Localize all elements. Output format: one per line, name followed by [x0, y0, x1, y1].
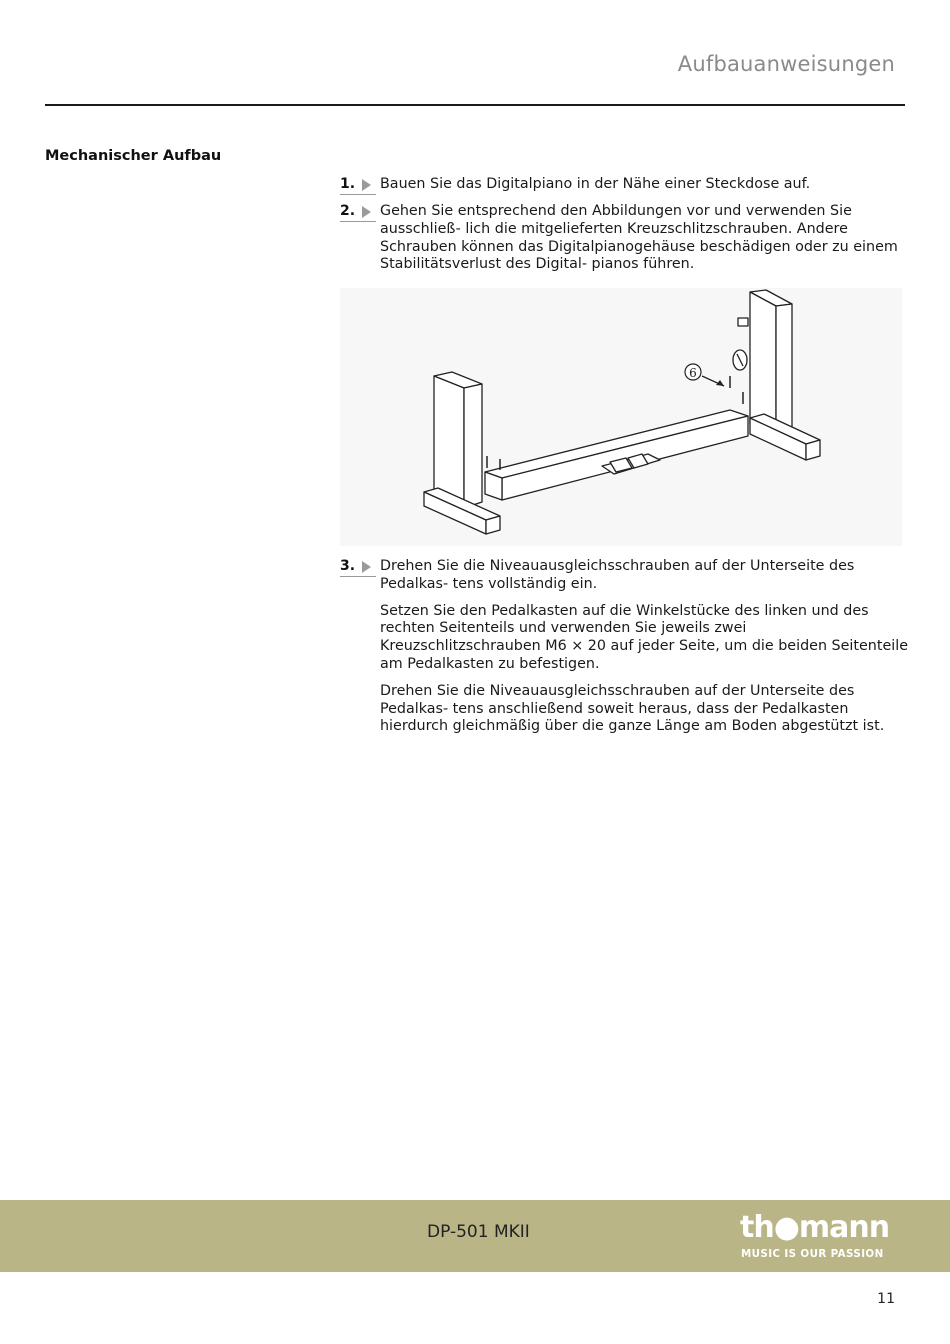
step-arrow-icon	[362, 206, 371, 218]
step-paragraph: Drehen Sie die Niveauausgleichsschrauben auf der Unterseite des Pedalkas- tens anschließend soweit heraus, dass der Pedalkasten hierdurch gleichmäßig über die ganze Länge am Boden abgestützt ist.	[380, 682, 885, 735]
step-paragraph: Setzen Sie den Pedalkasten auf die Winkelstücke des linken und des rechten Seitenteils und verwenden Sie jeweils zwei Kreuzschlitzschrauben M6 × 20 auf jeder Seite, um die beiden Seitenteile am Pedalkasten zu befestigen.	[380, 602, 908, 672]
callout-label: 6	[689, 366, 697, 380]
step-number: 3.	[340, 558, 376, 577]
step-3	[340, 558, 910, 745]
step-text	[380, 203, 910, 274]
step-arrow-icon	[362, 561, 371, 573]
step-paragraph: Gehen Sie entsprechend den Abbildungen vor und verwenden Sie ausschließ- lich die mitgelieferten Kreuzschlitzschrauben. Andere Schrauben können das Digitalpianogehäuse beschädigen oder zu einem Stabilitätsverlust des Digital- pianos führen.	[380, 203, 898, 273]
thomann-logo: th●mann	[740, 1210, 890, 1245]
step-text	[380, 176, 910, 194]
logo-tagline: MUSIC IS OUR PASSION	[741, 1248, 884, 1260]
step-paragraph: Bauen Sie das Digitalpiano in der Nähe einer Steckdose auf.	[380, 176, 811, 192]
step-arrow-icon	[362, 179, 371, 191]
step-2	[340, 203, 910, 283]
section-title: Mechanischer Aufbau	[45, 148, 222, 164]
page-number: 11	[877, 1291, 895, 1307]
footer-model-name: DP-501 MKII	[427, 1222, 530, 1242]
step-number: 1.	[340, 176, 376, 195]
footer-band	[0, 1200, 950, 1272]
header-divider	[45, 104, 905, 106]
step-text	[380, 558, 910, 736]
step-number: 2.	[340, 203, 376, 222]
step-1	[340, 176, 910, 203]
step-paragraph: Drehen Sie die Niveauausgleichsschrauben auf der Unterseite des Pedalkas- tens vollständig ein.	[380, 558, 855, 592]
page-header-title: Aufbauanweisungen	[677, 52, 895, 76]
assembly-illustration	[340, 288, 902, 546]
